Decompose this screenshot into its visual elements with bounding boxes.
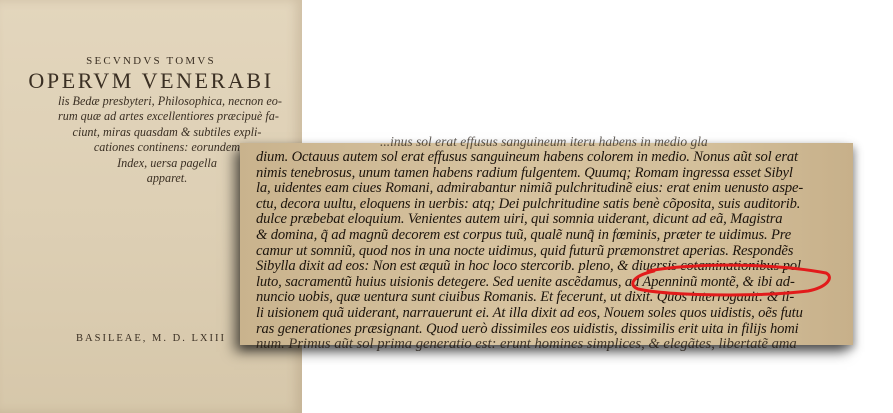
excerpt-line: & domina, q̃ ad magnũ decorem est corpus tuũ, qualẽ nunq̃ in fœminis, præter te uidimus. Pre: [256, 226, 792, 243]
imprint-line: BASILEAE, M. D. LXIII: [76, 333, 226, 344]
work-title: OPERVM VENERABI: [28, 68, 274, 93]
excerpt-line: nuncio uobis, quæ uentura sunt ciuibus Romanis. Et fecerunt, ut dixit. Quos interrogauit: & il-: [256, 289, 795, 306]
excerpt-line: dulce præbebat eloquium. Venientes autem uiri, qui somnia uiderant, dicunt ad eã, Magistra: [256, 211, 783, 228]
title-text-line: ciunt, miras quasdam & subtiles expli-: [72, 124, 262, 139]
excerpt-line: Sibylla dixit ad eos: Non est æquũ in hoc loco stercorib. pleno, & diuersis cotaminationibus pol: [256, 258, 801, 275]
excerpt-line: luto, sacramentũ huius uisionis detegere. Sed uenite ascẽdamus, ad Apenninũ montẽ, & ibi ad-: [256, 273, 795, 290]
title-text-line: apparet.: [146, 171, 188, 186]
title-text-line: lis Bedæ presbyteri, Philosophica, necnon eo-: [58, 94, 282, 108]
title-text-line: Index, uersa pagella: [117, 155, 217, 170]
excerpt-line: camur ut somniũ, quod nos in una nocte uidimus, quid futurũ præmonstret aperias. Respondẽs: [256, 242, 794, 259]
cut-off-top-line: ...inus sol erat effusus sanguineum iteru habens in medio gla: [380, 134, 708, 149]
title-text-line: cationes continens: eorundem: [93, 140, 241, 155]
excerpt-line: la, uidentes eam ciues Romani, admirabantur nimiã pulchritudinẽ eius: erat enim uenusto aspe-: [256, 180, 804, 197]
excerpt-line: li uisionem quã uiderant, narrauerunt ei. At illa dixit ad eos, Nouem soles quos uidistis, oẽs futu: [256, 304, 803, 321]
excerpt-line: ras generationes præsignant. Quod uerò dissimiles eos uidistis, dissimilis erit uita in filijs homi: [256, 320, 799, 337]
excerpt-body: [256, 150, 893, 337]
text-excerpt-image: [240, 134, 853, 352]
volume-heading: SECVNDVS TOMVS: [86, 55, 216, 67]
title-text-line: rum quæ ad artes excellentiores præcipuè fa-: [58, 109, 279, 124]
excerpt-line: dium. Octauus autem sol erat effusus sanguineum habens colorem in medio. Nonus aũt sol erat: [256, 149, 798, 165]
excerpt-line: nimis tenebrosus, unum tamen habens radium fulgentem. Quumq; Romam ingressa esset Sibyl: [256, 164, 793, 181]
excerpt-line: ctu, decora uultu, eloquens in uerbis: atq; Dei pulchritudine satis benè cõposita, suis auditorib.: [256, 195, 801, 212]
cut-off-bottom-line: num. Primus aũt sol prima generatio est: erunt homines simplices, & elegãtes, libertatẽ ama: [256, 336, 797, 352]
